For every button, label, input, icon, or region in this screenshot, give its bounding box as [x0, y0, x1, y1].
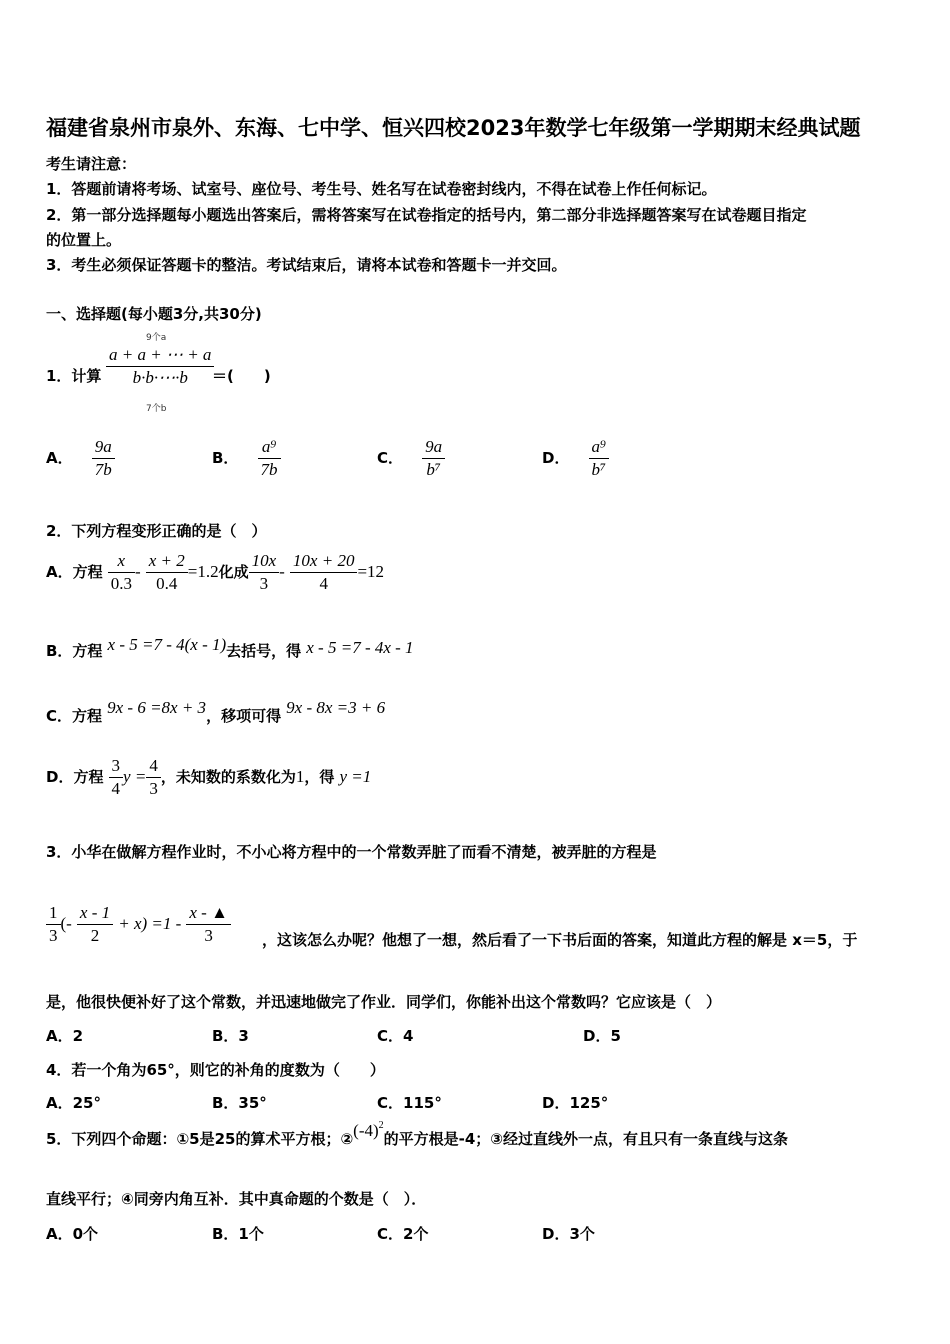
- option-num: 9a: [422, 436, 445, 459]
- value: 1: [295, 767, 305, 786]
- frac-num: 4: [146, 755, 161, 778]
- mid-text: 去括号，得: [226, 642, 302, 660]
- frac-num: 3: [109, 755, 124, 778]
- frac-num: x: [108, 550, 135, 573]
- q3-line2: 是，他很快便补好了这个常数，并迅速地做完了作业．同学们，你能补出这个常数吗？它应该是（ ）: [46, 993, 722, 1011]
- expression: y =: [123, 767, 147, 786]
- frac-den: 4: [319, 574, 328, 593]
- q1-option-a[interactable]: [46, 436, 115, 481]
- expression: + x) =1 -: [118, 914, 182, 933]
- q1-fraction: [106, 344, 214, 389]
- q2-option-d[interactable]: [46, 755, 371, 800]
- stem-text: 的平方根是-4；③经过直线外一点，有且只有一条直线与这条: [383, 1130, 789, 1148]
- frac-num: 10x + 20: [290, 550, 358, 573]
- q3-option-b[interactable]: B．3: [212, 1027, 249, 1045]
- minus: -: [279, 562, 285, 581]
- notice-item: 1．答题前请将考场、试室号、座位号、考生号、姓名写在试卷密封线内，不得在试卷上作任何标记。: [46, 180, 717, 198]
- q3-tail: ，这该怎么办呢？他想了一想，然后看了一下书后面的答案，知道此方程的解是 x＝5，于: [262, 931, 858, 949]
- option-label: B．: [212, 449, 239, 467]
- expression: (-4): [353, 1121, 379, 1140]
- frac-num: 1: [46, 902, 61, 925]
- frac-den: 2: [90, 926, 100, 945]
- option-den: 7b: [94, 460, 112, 479]
- option-label: A．方程: [46, 563, 103, 581]
- frac-num: x - ▲: [186, 902, 231, 925]
- q5-stem: [46, 1119, 789, 1149]
- mid-text: ，未知数的系数化为: [160, 768, 296, 786]
- frac-den: 3: [49, 926, 58, 945]
- expression: x - 5 =7 - 4x - 1: [306, 638, 414, 657]
- q1-bottom-note: 7个b: [146, 404, 167, 414]
- notice-item: 2．第一部分选择题每小题选出答案后，需将答案写在试卷指定的括号内，第二部分非选择题答案写在试卷题目指定: [46, 206, 807, 224]
- frac-den: 3: [204, 926, 213, 945]
- option-label: A．: [46, 449, 73, 467]
- mid-text: 化成: [218, 563, 249, 581]
- equals: =12: [357, 562, 385, 581]
- q5-option-a[interactable]: A．0个: [46, 1225, 99, 1243]
- option-label: C．方程: [46, 707, 103, 725]
- q1-option-d[interactable]: [542, 436, 609, 481]
- q2-stem: 2．下列方程变形正确的是（ ）: [46, 522, 267, 540]
- equals: =1.2: [187, 562, 219, 581]
- expression: (-: [60, 914, 72, 933]
- frac-num: 10x: [249, 550, 280, 573]
- q3-stem: 3．小华在做解方程作业时，不小心将方程中的一个常数弄脏了而看不清楚，被弄脏的方程是: [46, 843, 657, 861]
- q1-top-note: 9个a: [146, 333, 167, 343]
- exponent: 2: [378, 1119, 384, 1131]
- option-num: a⁹: [258, 436, 281, 459]
- q4-stem: 4．若一个角为65°，则它的补角的度数为（ ）: [46, 1061, 385, 1079]
- frac-den: 4: [111, 779, 121, 798]
- option-num: a⁹: [589, 436, 609, 459]
- mid-text: ，得: [304, 768, 335, 786]
- notice-item: 3．考生必须保证答题卡的整洁。考试结束后，请将本试卷和答题卡一并交回。: [46, 256, 567, 274]
- expression: y =1: [339, 767, 372, 786]
- option-num: 9a: [92, 436, 115, 459]
- q4-option-b[interactable]: B．35°: [212, 1094, 267, 1112]
- mid-text: ，移项可得: [206, 707, 282, 725]
- notice-item: 的位置上。: [46, 231, 122, 249]
- q1-suffix: ＝( ): [212, 367, 271, 385]
- option-label: D．方程: [46, 768, 104, 786]
- option-label: B．方程: [46, 642, 103, 660]
- stem-text: 5．下列四个命题：①5是25的算术平方根；②: [46, 1130, 354, 1148]
- option-den: 7b: [260, 460, 278, 479]
- option-label: C．: [377, 449, 404, 467]
- q1-option-b[interactable]: [212, 436, 281, 481]
- minus: -: [134, 562, 141, 581]
- section-heading: 一、选择题(每小题3分,共30分): [46, 305, 262, 323]
- frac-den: 0.3: [110, 574, 132, 593]
- q1-denominator: b·b·⋯·b: [132, 368, 188, 387]
- frac-den: 3: [259, 574, 269, 593]
- expression: 9x - 6 =8x + 3: [107, 698, 207, 717]
- frac-num: x + 2: [146, 550, 188, 573]
- q2-option-b[interactable]: [46, 635, 414, 661]
- frac-den: 0.4: [156, 574, 178, 593]
- q3-option-a[interactable]: A．2: [46, 1027, 84, 1045]
- q1-option-c[interactable]: [377, 436, 445, 481]
- expression: 9x - 8x =3 + 6: [286, 698, 386, 717]
- frac-num: x - 1: [77, 902, 113, 925]
- q4-option-c[interactable]: C．115°: [377, 1094, 442, 1112]
- q1-numerator: a + a + ⋯ + a: [106, 344, 214, 367]
- q2-option-a[interactable]: [46, 550, 384, 595]
- q3-equation: [46, 902, 231, 947]
- option-label: D．: [542, 449, 570, 467]
- q5-line2: 直线平行；④同旁内角互补．其中真命题的个数是（ ）．: [46, 1190, 427, 1208]
- q5-option-d[interactable]: D．3个: [542, 1225, 595, 1243]
- q3-option-c[interactable]: C．4: [377, 1027, 414, 1045]
- q3-option-d[interactable]: D．5: [583, 1027, 621, 1045]
- option-den: b⁷: [426, 460, 441, 479]
- frac-den: 3: [149, 779, 158, 798]
- q5-option-b[interactable]: B．1个: [212, 1225, 264, 1243]
- q4-option-d[interactable]: D．125°: [542, 1094, 609, 1112]
- q1-prefix: 1．计算: [46, 367, 102, 385]
- q2-option-c[interactable]: [46, 698, 386, 726]
- notice-heading: 考生请注意：: [46, 155, 137, 173]
- q5-option-c[interactable]: C．2个: [377, 1225, 429, 1243]
- expression: x - 5 =7 - 4(x - 1): [107, 635, 227, 654]
- q4-option-a[interactable]: A．25°: [46, 1094, 101, 1112]
- page-title: 福建省泉州市泉外、东海、七中学、恒兴四校2023年数学七年级第一学期期末经典试题: [46, 116, 861, 140]
- option-den: b⁷: [591, 460, 606, 479]
